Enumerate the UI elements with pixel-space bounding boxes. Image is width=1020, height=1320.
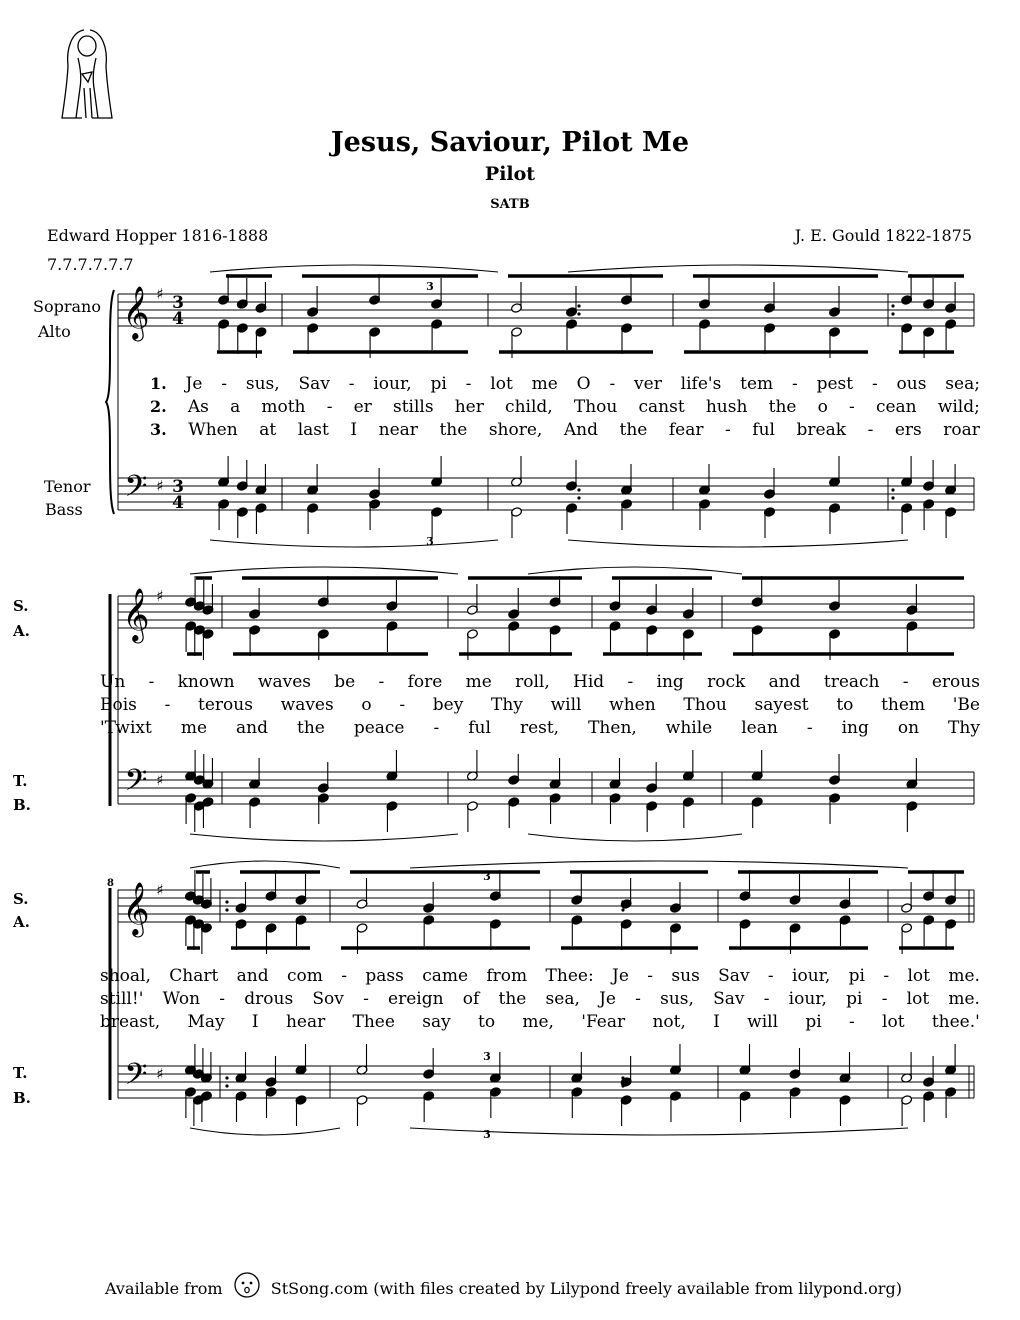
lyric-syllable: pi — [848, 966, 865, 986]
lyric-syllable: me — [465, 672, 492, 692]
lyric-syllable: and — [236, 966, 269, 986]
dot — [577, 304, 580, 307]
lyric-syllable: roll, — [515, 672, 550, 692]
lyric-syllable: Un — [100, 672, 126, 692]
lyric-syllable: As — [187, 397, 209, 417]
lyric-syllable: sea; — [945, 374, 980, 394]
dot — [577, 488, 580, 491]
lyric-syllable: when — [609, 695, 656, 715]
bass-clef-icon: 𝄢 — [124, 470, 148, 511]
lyric-syllable: to — [478, 1012, 496, 1032]
lyric-syllable: Bois — [100, 695, 137, 715]
dot — [621, 908, 624, 911]
lyric-syllable: known — [177, 672, 235, 692]
lyric-syllable: - — [635, 989, 641, 1009]
lyric-syllable: May — [187, 1012, 225, 1032]
dot — [577, 312, 580, 315]
lyric-syllable: Won — [162, 989, 201, 1009]
lyric-syllable: the — [439, 420, 468, 440]
lyric-syllable: the — [498, 989, 527, 1009]
slur — [210, 540, 498, 547]
slur — [190, 1128, 340, 1135]
lyric-syllable: Thou — [683, 695, 727, 715]
lyric-syllable: came — [422, 966, 469, 986]
lyric-syllable: - — [867, 420, 874, 440]
lyric-syllable: of — [462, 989, 480, 1009]
t-abbr-label: T. — [13, 772, 28, 790]
lyric-syllable: - — [767, 966, 774, 986]
slur — [568, 265, 908, 272]
lyric-syllable: shoal, — [100, 966, 151, 986]
lyric-line — [150, 397, 980, 420]
lyric-syllable: from — [486, 966, 528, 986]
lyrics-system-1 — [150, 374, 980, 443]
lyric-syllable: me — [531, 374, 558, 394]
lyric-syllable: tem — [740, 374, 774, 394]
lyric-syllable: rock — [707, 672, 746, 692]
lyric-syllable: waves — [280, 695, 334, 715]
lyric-syllable: me — [180, 718, 208, 738]
tuplet-mark: 3 — [483, 870, 491, 883]
lyric-syllable: Sov — [312, 989, 344, 1009]
s-abbr-label: S. — [13, 597, 29, 615]
lyric-syllable: - — [363, 989, 369, 1009]
lyric-syllable: the — [619, 420, 648, 440]
a-abbr-label: A. — [13, 622, 30, 640]
sharp-icon: ♯ — [156, 881, 164, 899]
dot — [225, 908, 228, 911]
lyric-syllable: ereign — [388, 989, 444, 1009]
lyric-syllable: sus — [671, 966, 700, 986]
lyric-syllable: to — [836, 695, 854, 715]
lyric-syllable: me. — [948, 989, 980, 1009]
lyric-syllable: bey — [432, 695, 464, 715]
lyric-syllable: stills — [392, 397, 434, 417]
lyric-syllable: moth — [261, 397, 306, 417]
lyric-syllable: will — [747, 1012, 779, 1032]
slur — [190, 567, 458, 574]
lyric-syllable: pi — [805, 1012, 822, 1032]
alto-label: Alto — [38, 322, 71, 341]
lyric-syllable: - — [902, 672, 909, 692]
lyric-line — [100, 1012, 980, 1035]
lyric-syllable: Je — [185, 374, 203, 394]
lyric-syllable: thee.' — [931, 1012, 980, 1032]
lyric-syllable: the — [296, 718, 325, 738]
lyric-syllable: - — [806, 718, 813, 738]
slur — [528, 834, 742, 841]
tuplet-mark: 3 — [483, 1050, 491, 1063]
lyric-syllable: lean — [741, 718, 778, 738]
dot — [225, 1076, 228, 1079]
tune-name: Pilot — [484, 163, 536, 185]
lyric-syllable: sea, — [545, 989, 580, 1009]
sharp-icon: ♯ — [156, 477, 164, 495]
lyric-syllable: while — [665, 718, 713, 738]
lyric-syllable: ing — [656, 672, 684, 692]
lyric-syllable: lot — [907, 966, 930, 986]
stsong-logo-icon — [232, 1270, 262, 1300]
lyric-syllable: 'Twixt — [100, 718, 152, 738]
lyric-syllable: pass — [365, 966, 404, 986]
hymn-title: Jesus, Saviour, Pilot Me — [330, 127, 690, 158]
lyric-syllable: - — [164, 695, 171, 715]
lyric-syllable: iour, — [373, 374, 412, 394]
bass-clef-icon: 𝄢 — [124, 1058, 148, 1099]
lyric-syllable: ful — [468, 718, 491, 738]
slur — [528, 567, 742, 574]
lyric-syllable: - — [399, 695, 406, 715]
lyric-syllable: drous — [244, 989, 294, 1009]
lyrics-system-2 — [100, 672, 980, 741]
slur — [568, 540, 908, 547]
lyric-syllable: - — [465, 374, 472, 394]
lyric-syllable: canst — [638, 397, 685, 417]
lyric-syllable: terous — [198, 695, 253, 715]
lyric-syllable: - — [848, 1012, 855, 1032]
lyric-syllable: Je — [612, 966, 629, 986]
lyric-syllable: and — [768, 672, 801, 692]
dot — [891, 312, 894, 315]
tuplet-mark: 3 — [426, 535, 434, 548]
lyric-syllable: er — [353, 397, 372, 417]
lyric-syllable: child, — [505, 397, 553, 417]
lyric-line — [100, 966, 980, 989]
lyric-syllable: - — [378, 672, 385, 692]
lyric-syllable: When — [188, 420, 238, 440]
lyric-syllable: 'Fear — [581, 1012, 626, 1032]
lyric-syllable: - — [871, 374, 878, 394]
lyric-syllable: life's — [680, 374, 722, 394]
lyric-syllable: a — [230, 397, 241, 417]
lyric-syllable: pi — [430, 374, 447, 394]
lyric-syllable: Sav — [713, 989, 745, 1009]
slur — [410, 861, 908, 868]
lyric-syllable: and — [236, 718, 268, 738]
lyric-syllable: Je — [599, 989, 616, 1009]
lyric-syllable: And — [563, 420, 598, 440]
measure-number: 8 — [107, 878, 114, 889]
lyric-syllable: com — [287, 966, 323, 986]
lyric-syllable: ful — [752, 420, 775, 440]
lyric-syllable: Thy — [491, 695, 523, 715]
lyric-syllable: iour, — [792, 966, 831, 986]
system-brace — [106, 290, 114, 514]
lyric-syllable: fear — [668, 420, 704, 440]
lyric-syllable: I — [713, 1012, 720, 1032]
lyric-syllable: - — [221, 374, 228, 394]
b-abbr-label: B. — [13, 796, 31, 814]
footer-prefix: Available from — [105, 1279, 223, 1298]
lyric-syllable: I — [350, 420, 358, 440]
lyric-line — [100, 989, 980, 1012]
meter-label: 7.7.7.7.7.7 — [47, 255, 134, 274]
lyric-syllable: - — [609, 374, 616, 394]
lyric-syllable: break — [796, 420, 847, 440]
s-abbr-label: S. — [13, 890, 29, 908]
lyric-syllable: still!' — [100, 989, 144, 1009]
treble-clef-icon: 𝄞 — [122, 881, 150, 935]
treble-clef-icon: 𝄞 — [122, 587, 150, 641]
b-abbr-label: B. — [13, 1089, 31, 1107]
verse-number: 1. — [150, 374, 167, 393]
lyric-syllable: her — [454, 397, 484, 417]
lyric-syllable: o — [817, 397, 828, 417]
bass-clef-icon: 𝄢 — [124, 764, 148, 805]
lyric-syllable: ing — [841, 718, 869, 738]
lyric-syllable: shore, — [488, 420, 543, 440]
lyric-syllable: rest, — [519, 718, 560, 738]
verse-number: 3. — [150, 420, 167, 439]
lyric-syllable: Thou — [573, 397, 618, 417]
lyric-syllable: - — [219, 989, 226, 1009]
lyric-line — [150, 374, 980, 397]
dot — [891, 488, 894, 491]
lyric-syllable: cean — [875, 397, 917, 417]
lyric-syllable: Thy — [948, 718, 980, 738]
lyric-syllable: - — [763, 989, 770, 1009]
lyric-syllable: sayest — [754, 695, 809, 715]
lyric-syllable: pi — [846, 989, 863, 1009]
lyric-syllable: Chart — [169, 966, 219, 986]
sharp-icon: ♯ — [156, 587, 164, 605]
lyric-syllable: - — [341, 966, 347, 986]
lyric-syllable: not, — [652, 1012, 686, 1032]
time-signature-bottom: 4 — [172, 493, 184, 513]
lyric-syllable: - — [725, 420, 731, 440]
lyric-syllable: I — [251, 1012, 259, 1032]
lyric-syllable: - — [326, 397, 333, 417]
lyric-syllable: Sav — [298, 374, 330, 394]
lyric-line — [100, 672, 980, 695]
lyric-syllable: at — [259, 420, 277, 440]
lyric-syllable: lot — [882, 1012, 905, 1032]
lyric-syllable: waves — [257, 672, 311, 692]
lyric-syllable: - — [148, 672, 155, 692]
a-abbr-label: A. — [13, 913, 30, 931]
tuplet-mark: 3 — [426, 280, 434, 293]
lyric-syllable: fore — [407, 672, 443, 692]
slur — [190, 861, 340, 868]
lyric-line — [100, 695, 980, 718]
sharp-icon: ♯ — [156, 771, 164, 789]
tenor-label: Tenor — [44, 477, 91, 496]
slur — [190, 834, 458, 841]
lyric-syllable: - — [883, 966, 890, 986]
lyric-syllable: - — [647, 966, 654, 986]
treble-clef-icon: 𝄞 — [122, 285, 150, 339]
lyric-syllable: near — [378, 420, 418, 440]
lyric-syllable: peace — [353, 718, 405, 738]
verse-number: 2. — [150, 397, 167, 416]
composer-credit: J. E. Gould 1822-1875 — [794, 226, 972, 245]
lyric-syllable: say — [422, 1012, 451, 1032]
lyric-line — [100, 718, 980, 741]
time-signature-top: 3 — [172, 293, 184, 313]
lyric-syllable: erous — [931, 672, 980, 692]
lyric-syllable: ers — [894, 420, 922, 440]
lyric-syllable: them — [881, 695, 926, 715]
lyric-syllable: ver — [634, 374, 662, 394]
lyric-syllable: on — [897, 718, 920, 738]
lyric-syllable: last — [297, 420, 329, 440]
lyric-syllable: - — [348, 374, 355, 394]
lyric-syllable: wild; — [937, 397, 980, 417]
lyric-syllable: ous — [896, 374, 927, 394]
lyric-syllable: Thee: — [545, 966, 594, 986]
lyric-syllable: breast, — [100, 1012, 161, 1032]
lyric-syllable: Thee — [352, 1012, 395, 1032]
dot — [225, 900, 228, 903]
lyric-syllable: the — [768, 397, 797, 417]
lyric-syllable: treach — [823, 672, 880, 692]
lyric-syllable: hear — [285, 1012, 326, 1032]
lyric-syllable: will — [550, 695, 582, 715]
lyrics-system-3 — [100, 966, 980, 1035]
lyric-syllable: - — [881, 989, 888, 1009]
voicing-label: SATB — [490, 197, 530, 212]
lyric-syllable: iour, — [788, 989, 827, 1009]
sharp-icon: ♯ — [156, 285, 164, 303]
dot — [577, 496, 580, 499]
lyric-syllable: me, — [522, 1012, 554, 1032]
lyric-syllable: - — [792, 374, 798, 394]
lyric-syllable: hush — [705, 397, 748, 417]
lyric-syllable: pest — [816, 374, 854, 394]
time-signature-top: 3 — [172, 477, 184, 497]
lyric-syllable: - — [627, 672, 634, 692]
soprano-label: Soprano — [33, 297, 101, 316]
dot — [225, 1084, 228, 1087]
lyric-syllable: Hid — [573, 672, 605, 692]
footer-suffix: StSong.com (with files created by Lilypond freely available from lilypond.org) — [270, 1279, 902, 1298]
lyric-syllable: me. — [948, 966, 980, 986]
lyric-syllable: O — [576, 374, 591, 394]
footer — [105, 1270, 902, 1300]
bass-label: Bass — [45, 500, 83, 519]
lyric-syllable: 'Be — [952, 695, 980, 715]
lyric-syllable: roar — [943, 420, 980, 440]
lyric-syllable: Then, — [588, 718, 637, 738]
lyric-syllable: o — [361, 695, 372, 715]
time-signature-bottom: 4 — [172, 309, 184, 329]
lyric-syllable: lot — [490, 374, 513, 394]
dot — [891, 304, 894, 307]
lyric-syllable: lot — [906, 989, 930, 1009]
tuplet-mark: 3 — [483, 1128, 491, 1141]
lyric-syllable: sus, — [660, 989, 694, 1009]
slur — [210, 265, 498, 272]
lyric-syllable: - — [433, 718, 440, 738]
lyric-syllable: sus, — [245, 374, 280, 394]
lyric-line — [150, 420, 980, 443]
sharp-icon: ♯ — [156, 1065, 164, 1083]
lyric-syllable: Sav — [718, 966, 750, 986]
lyric-syllable: be — [334, 672, 356, 692]
dot — [891, 496, 894, 499]
t-abbr-label: T. — [13, 1064, 28, 1082]
lyric-syllable: - — [849, 397, 855, 417]
poet-credit: Edward Hopper 1816-1888 — [47, 226, 269, 245]
